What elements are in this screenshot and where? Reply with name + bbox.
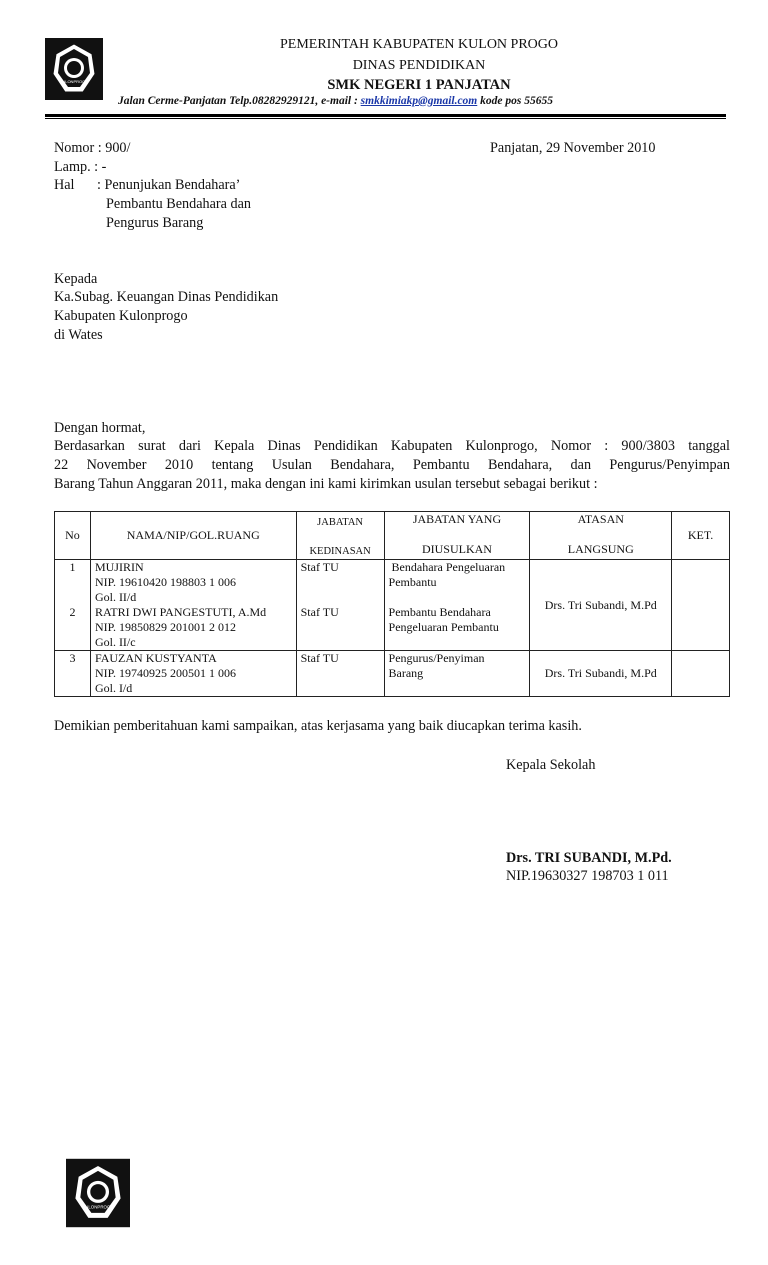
row-name-cell [90, 560, 296, 651]
header-rule-thick [45, 114, 726, 117]
signature-nip: NIP.19630327 198703 1 011 [506, 868, 669, 884]
svg-text:KULONPROGO: KULONPROGO [59, 79, 89, 84]
row-3-gol: Gol. I/d [94, 681, 133, 695]
subject-line-1: : Penunjukan Bendahara’ [97, 177, 241, 193]
header-name: NAMA/NIP/GOL.RUANG [90, 512, 296, 560]
header-rule-thin [45, 118, 726, 119]
table-header-row [55, 512, 730, 560]
row-1-jabatan: Staf TU [300, 560, 339, 574]
body-line-2: 22 November 2010 tentang Usulan Bendahara, Pembantu Bendahara, dan Pengurus/Penyimpan [54, 457, 730, 473]
header-atasan [530, 512, 672, 560]
header-usulan [384, 512, 530, 560]
row-3-atasan: Drs. Tri Subandi, M.Pd [530, 651, 672, 697]
row-1-no: 1 [69, 560, 76, 574]
recipient-regency: Kabupaten Kulonprogo [54, 308, 188, 324]
recipient-to: Kepada [54, 271, 98, 287]
header-address [118, 95, 553, 107]
body-line-3: Barang Tahun Anggaran 2011, maka dengan ini kami kirimkan usulan tersebut sebagai berikut : [54, 476, 598, 492]
row-1-nip: NIP. 19610420 198803 1 006 [94, 575, 236, 589]
footer-emblem-logo [66, 1157, 130, 1229]
closing-sentence: Demikian pemberitahuan kami sampaikan, atas kerjasama yang baik diucapkan terima kasih. [54, 718, 582, 734]
row-2-usulan-line1: Pembantu Bendahara [388, 605, 491, 619]
email-link[interactable]: smkkimiakp@gmail.com [360, 95, 478, 107]
row-jabatan-cell [296, 560, 384, 651]
row-2-no: 2 [69, 605, 76, 619]
place-date: Panjatan, 29 November 2010 [490, 140, 656, 156]
row-2-nip: NIP. 19850829 201001 2 012 [94, 620, 236, 634]
header-school-name: SMK NEGERI 1 PANJATAN [327, 77, 511, 93]
subject-label: Hal [54, 177, 75, 193]
address-text: Jalan Cerme-Panjatan Telp.08282929121, e-mail : [118, 95, 361, 107]
attachment-line: Lamp. : - [54, 159, 107, 175]
table-row [55, 560, 730, 651]
row-3-usulan-cell [384, 651, 530, 697]
row-3-nip: NIP. 19740925 200501 1 006 [94, 666, 236, 680]
row-usulan-cell [384, 560, 530, 651]
subject-line-2: Pembantu Bendahara dan [106, 196, 251, 212]
signature-title: Kepala Sekolah [506, 757, 596, 773]
header-jabatan [296, 512, 384, 560]
greeting: Dengan hormat, [54, 420, 146, 436]
header-usulan-line2: DIUSULKAN [421, 542, 492, 556]
header-no: No [55, 512, 91, 560]
row-no-cell [55, 560, 91, 651]
recipient-city: di Wates [54, 327, 103, 343]
header-jabatan-line1: JABATAN [317, 517, 363, 528]
row-1-usulan-line1: Bendahara Pengeluaran [388, 560, 506, 574]
row-3-name-cell [90, 651, 296, 697]
header-atasan-line2: LANGSUNG [567, 542, 634, 556]
body-line-1: Berdasarkan surat dari Kepala Dinas Pendidikan Kabupaten Kulonprogo, Nomor : 900/3803 tanggal [54, 438, 730, 454]
row-2-usulan-line2: Pengeluaran Pembantu [388, 620, 499, 634]
header-jabatan-line2: KEDINASAN [309, 546, 371, 557]
row-3-usulan-line2: Barang [388, 666, 424, 680]
letter-number: Nomor : 900/ [54, 140, 131, 156]
row-3-no: 3 [55, 651, 91, 697]
row-atasan-cell: Drs. Tri Subandi, M.Pd [530, 560, 672, 651]
subject-line-3: Pengurus Barang [106, 215, 204, 231]
row-3-jabatan: Staf TU [296, 651, 384, 697]
row-2-gol: Gol. II/c [94, 635, 136, 649]
row-1-name: MUJIRIN [94, 560, 144, 574]
header-atasan-line1: ATASAN [577, 512, 624, 526]
row-2-name: RATRI DWI PANGESTUTI, A.Md [94, 605, 267, 619]
row-ket-cell [672, 560, 730, 651]
row-3-ket [672, 651, 730, 697]
header-department: DINAS PENDIDIKAN [352, 58, 486, 73]
header-government: PEMERINTAH KABUPATEN KULON PROGO [280, 37, 558, 52]
row-3-usulan-line1: Pengurus/Penyiman [388, 651, 485, 665]
signature-name: Drs. TRI SUBANDI, M.Pd. [506, 850, 672, 866]
recipient-office: Ka.Subag. Keuangan Dinas Pendidikan [54, 289, 279, 305]
header-ket: KET. [672, 512, 730, 560]
row-1-usulan-line2: Pembantu [388, 575, 437, 589]
table-row [55, 651, 730, 697]
body-paragraph [54, 437, 730, 494]
row-2-jabatan: Staf TU [300, 605, 339, 619]
row-1-gol: Gol. II/d [94, 590, 137, 604]
postal-code-text: kode pos 55655 [477, 95, 553, 107]
header-usulan-line1: JABATAN YANG [412, 512, 502, 526]
staff-proposal-table [54, 511, 730, 697]
svg-text:KULONPROGO: KULONPROGO [82, 1204, 114, 1210]
row-3-name: FAUZAN KUSTYANTA [94, 651, 217, 665]
